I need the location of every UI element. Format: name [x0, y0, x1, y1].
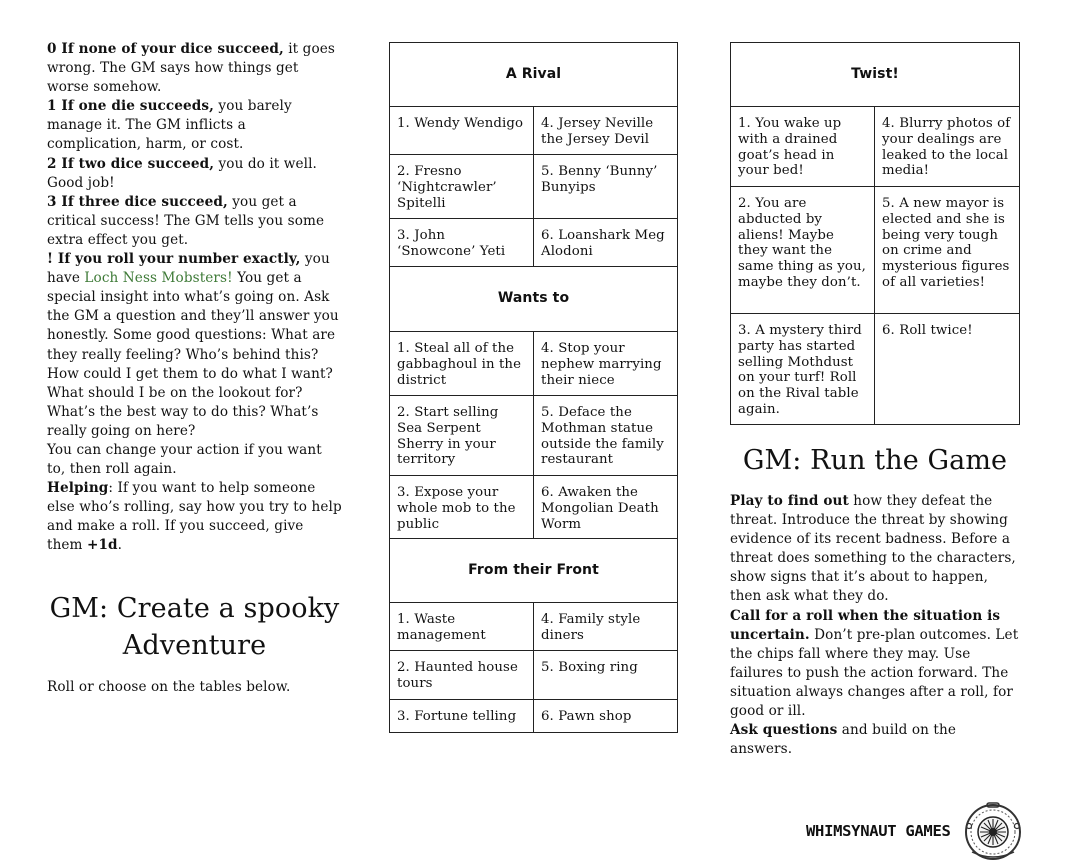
result-two: 2 If two dice succeed, you do it well. Good job! [47, 155, 317, 191]
create-adventure-subtitle: Roll or choose on the tables below. [47, 678, 291, 695]
game-name-highlight: Loch Ness Mobsters! [84, 270, 233, 287]
table-cell: 5. Benny ‘Bunny’ Bunyips [534, 155, 678, 219]
result-one: 1 If one die succeeds, you barely manage it. The GM inflicts a complication, harm, or cost. [47, 98, 292, 153]
change-action: You can change your action if you want to, then roll again. [47, 441, 322, 478]
publisher-logo [806, 800, 1036, 862]
table-cell: 1. You wake up with a drained goat’s head in your bed! [731, 107, 875, 187]
publisher-name: WHIMSYNAUT GAMES [806, 822, 951, 840]
result-three: 3 If three dice succeed, you get a critical success! The GM tells you some extra effect you get. [47, 193, 325, 248]
table-cell: 6. Awaken the Mongolian Death Worm [534, 476, 678, 539]
table-cell: 5. Deface the Mothman statue outside the family restaurant [534, 396, 678, 476]
table-cell: 3. John ‘Snowcone’ Yeti [390, 219, 534, 267]
table-cell: 6. Roll twice! [875, 314, 1020, 425]
twist-table [730, 42, 1020, 425]
table-cell: 6. Loanshark Meg Alodoni [534, 219, 678, 267]
table-cell: 4. Family style diners [534, 603, 678, 651]
table-cell: 3. A mystery third party has started selling Mothdust on your turf! Roll on the Rival table again. [731, 314, 875, 425]
table-header-front: From their Front [390, 539, 678, 603]
result-exact: ! If you roll your number exactly, you have Loch Ness Mobsters! You get a special insight into what’s going on. Ask the GM a question and they’ll answer you honestly. Some good questions: What are they really feeling? Who’s behind this? How could I get them to do what I want? What should I be on the lookout for? What’s the best way to do this? What’s really going on here? [47, 251, 339, 439]
table-cell: 2. Fresno ‘Nightcrawler’ Spitelli [390, 155, 534, 219]
run-paragraph: Call for a roll when the situation is uncertain. Don’t pre-plan outcomes. Let the chips fall where they may. Use failures to push the action forward. The situation always changes after a roll, for good or ill. [730, 607, 1019, 720]
table-cell: 6. Pawn shop [534, 700, 678, 733]
result-none: 0 If none of your dice succeed, it goes wrong. The GM says how things get worse somehow. [47, 41, 335, 96]
run-game-heading: GM: Run the Game [742, 445, 1008, 476]
create-adventure-heading: GM: Create a spooky Adventure [49, 592, 340, 661]
table-cell: 1. Steal all of the gabbaghoul in the district [390, 332, 534, 396]
table-cell: 1. Waste management [390, 603, 534, 651]
table-cell: 3. Expose your whole mob to the public [390, 476, 534, 539]
table-cell: 2. Haunted house tours [390, 651, 534, 700]
run-paragraph: Ask questions and build on the answers. [730, 722, 956, 758]
table-cell: 4. Jersey Neville the Jersey Devil [534, 107, 678, 155]
run-game-section [730, 442, 1020, 759]
astronaut-helmet-icon [962, 800, 1024, 862]
table-header-wants: Wants to [390, 267, 678, 332]
table-cell: 4. Blurry photos of your dealings are leaked to the local media! [875, 107, 1020, 187]
adventure-tables [389, 42, 678, 733]
table-cell: 1. Wendy Wendigo [390, 107, 534, 155]
table-cell: 5. A new mayor is elected and she is being very tough on crime and mysterious figures of all varieties! [875, 187, 1020, 314]
table-cell: 2. Start selling Sea Serpent Sherry in your territory [390, 396, 534, 476]
helping-rule: Helping: If you want to help someone else who’s rolling, say how you try to help and make a roll. If you succeed, give them +1d. [47, 480, 342, 554]
rules-column [47, 40, 342, 697]
table-cell: 4. Stop your nephew marrying their niece [534, 332, 678, 396]
table-cell: 3. Fortune telling [390, 700, 534, 733]
table-header-rival: A Rival [390, 43, 678, 107]
table-cell: 2. You are abducted by aliens! Maybe they want the same thing as you, maybe they don’t. [731, 187, 875, 314]
table-cell: 5. Boxing ring [534, 651, 678, 700]
table-header-twist: Twist! [731, 43, 1020, 107]
run-paragraph: Play to find out how they defeat the threat. Introduce the threat by showing evidence of its recent badness. Before a threat does something to the characters, show signs that it’s about to happen, then ask what they do. [730, 493, 1016, 605]
